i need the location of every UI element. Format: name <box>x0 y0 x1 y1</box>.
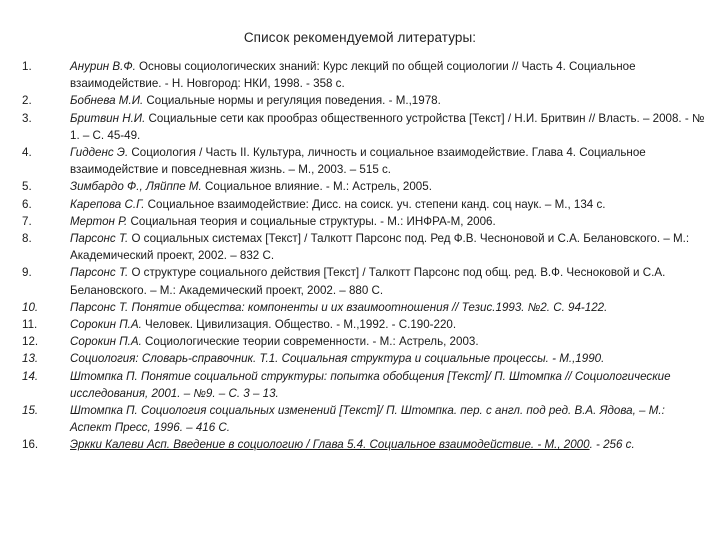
reference-text: Социальные нормы и регуляция поведения. - М.,1978. <box>143 94 441 108</box>
reference-number: 11. <box>22 318 38 332</box>
reference-author: Социология: <box>70 352 139 366</box>
reference-list <box>0 58 720 454</box>
reference-body <box>70 335 479 348</box>
reference-author: Парсонс Т. <box>70 266 129 280</box>
reference-number: 6. <box>22 197 32 211</box>
reference-body <box>70 404 665 434</box>
reference-text: Социальное влияние. - М.: Астрель, 2005. <box>201 180 432 194</box>
reference-item <box>0 110 720 144</box>
reference-body <box>70 215 496 228</box>
reference-number: 7. <box>22 214 32 228</box>
reference-number: 9. <box>22 266 32 280</box>
reference-author: Эркки Калеви Асп. <box>70 438 170 452</box>
reference-number: 3. <box>22 111 32 125</box>
reference-item <box>0 58 720 92</box>
reference-body <box>70 60 636 90</box>
reference-item <box>0 144 720 178</box>
reference-text: О структуре социального действия [Текст] / Талкотт Парсонс под общ. ред. В.Ф. Чесноковой и С.А. Белановского. – М.: Академический проект, 2002. – 880 С. <box>70 266 666 297</box>
reference-author: Сорокин П.А. <box>70 318 142 332</box>
reference-number: 2. <box>22 94 32 108</box>
reference-item <box>0 178 720 195</box>
reference-author: Бобнева М.И. <box>70 94 144 108</box>
reference-author: Мертон Р. <box>70 214 128 228</box>
reference-number: 10. <box>22 300 39 314</box>
reference-text: Человек. Цивилизация. Общество. - М.,1992. - С.190-220. <box>141 318 457 332</box>
reference-item <box>0 402 720 436</box>
reference-body[interactable] <box>70 438 590 451</box>
reference-body <box>70 146 646 176</box>
reference-author: Анурин В.Ф. <box>70 60 136 73</box>
reference-author: Парсонс Т. <box>70 232 129 246</box>
reference-item <box>0 230 720 264</box>
reference-number: 8. <box>22 232 32 246</box>
reference-text: Введение в социологию / Глава 5.4. Социальное взаимодействие. - М., 2000 <box>169 438 590 452</box>
reference-author: Сорокин П.А. <box>70 335 142 349</box>
reference-author: Карепова С.Г. <box>70 197 145 211</box>
page-title: Список рекомендуемой литературы: <box>243 30 477 45</box>
reference-body <box>70 112 704 142</box>
reference-number: 15. <box>22 404 39 418</box>
reference-author: Зимбардо Ф., Ляйппе М. <box>70 180 202 194</box>
reference-number: 14. <box>22 369 39 383</box>
reference-text: Социальное взаимодействие: Дисс. на соиск. уч. степени канд. соц наук. – М., 134 с. <box>144 197 606 211</box>
reference-number: 12. <box>22 335 39 349</box>
reference-body <box>70 180 432 193</box>
reference-item <box>0 299 720 316</box>
reference-item <box>0 333 720 350</box>
reference-body <box>70 370 671 400</box>
reference-body <box>70 318 456 331</box>
reference-item <box>0 264 720 298</box>
reference-author: Гидденс Э. <box>70 146 129 160</box>
reference-author: Бритвин Н.И. <box>70 111 146 125</box>
reference-body <box>70 94 441 107</box>
reference-text: Социальная теория и социальные структуры. - М.: ИНФРА-М, 2006. <box>127 214 496 228</box>
reference-tail: . - 256 с. <box>589 438 635 452</box>
reference-text: Основы социологических знаний: Курс лекций по общей социологии // Часть 4. Социальное взаимодействие. - Н. Новгород: НКИ, 1998. - 358 с. <box>70 60 636 91</box>
reference-author: Штомпка П. <box>70 369 138 383</box>
reference-text: Социологические теории современности. - М.: Астрель, 2003. <box>141 335 479 349</box>
reference-number: 16. <box>22 438 39 452</box>
reference-text: Социология социальных изменений [Текст]/ П. Штомпка. пер. с англ. под ред. В.А. Ядова, – М.: Аспект Пресс, 1996. – 416 С. <box>70 404 665 435</box>
reference-body <box>70 198 605 211</box>
reference-item <box>0 350 720 367</box>
reference-number: 13. <box>22 352 39 366</box>
reference-author: Парсонс Т. <box>70 300 129 314</box>
reference-number: 4. <box>22 146 32 160</box>
reference-item <box>0 436 720 453</box>
reference-text: Социальные сети как прообраз общественного устройства [Текст] / Н.И. Бритвин // Власть. – 2008. - № 1. – С. 45-49. <box>70 111 705 142</box>
reference-body <box>70 301 607 314</box>
reference-author: Штомпка П. <box>70 404 138 418</box>
reference-item <box>0 213 720 230</box>
reference-item <box>0 92 720 109</box>
reference-text: Социология / Часть II. Культура, личность и социальное взаимодействие. Глава 4. Социальное взаимодействие и повседневная жизнь. – М., 2003. – 515 с. <box>70 146 646 177</box>
reference-number: 1. <box>22 60 32 73</box>
reference-item <box>0 196 720 213</box>
reference-text: Понятие социальной структуры: попытка обобщения [Текст]/ П. Штомпка // Социологические исследования, 2001. – №9. – С. 3 – 13. <box>70 369 671 400</box>
reference-body <box>70 266 665 296</box>
reference-body <box>70 352 604 365</box>
reference-text: Понятие общества: компоненты и их взаимоотношения // Тезис.1993. №2. С. 94-122. <box>128 300 608 314</box>
reference-item <box>0 368 720 402</box>
reference-text: О социальных системах [Текст] / Талкотт Парсонс под. Ред Ф.В. Чесноновой и С.А. Белановского. – М.: Академический проект, 2002. – 832 С. <box>70 232 690 263</box>
reference-number: 5. <box>22 180 32 194</box>
reference-text: Словарь-справочник. Т.1. Социальная структура и социальные процессы. - М.,1990. <box>138 352 605 366</box>
reference-item <box>0 316 720 333</box>
reference-body <box>70 232 689 262</box>
